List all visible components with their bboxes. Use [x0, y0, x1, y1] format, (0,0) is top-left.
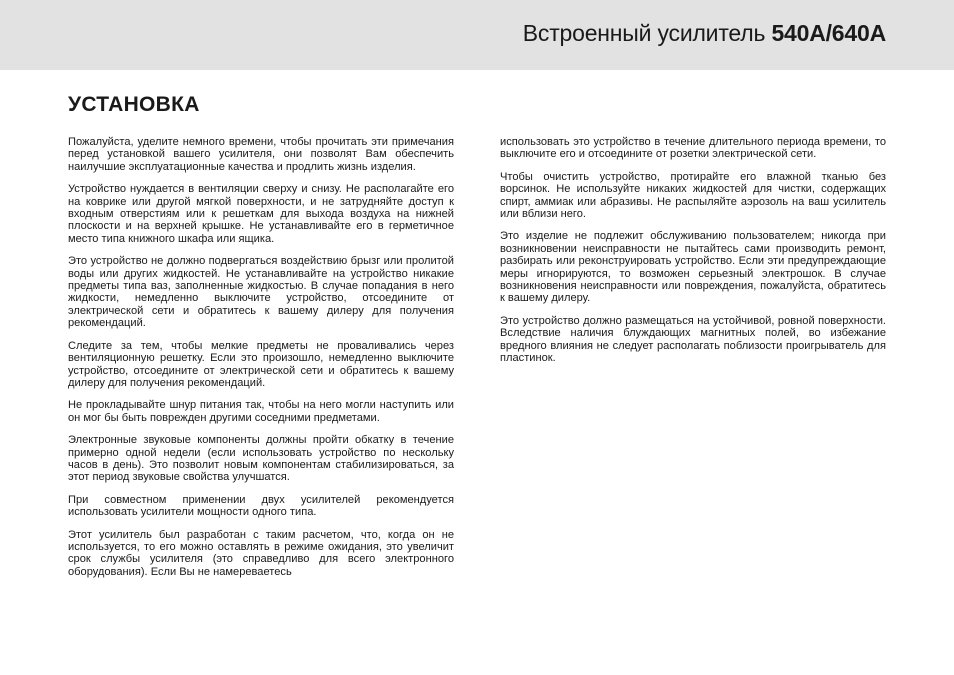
header-band [0, 0, 954, 70]
left-paragraph-1: Пожалуйста, уделите немного времени, чтобы прочитать эти примечания перед установкой вашего усилителя, они позволят Вам обеспечить наилучшие эксплуатационные качества и продлить жизнь изделия. [68, 136, 454, 173]
left-paragraph-4: Следите за тем, чтобы мелкие предметы не проваливались через вентиляционную решетку. Если это произошло, немедленно выключите устройство, отсоедините от электрической сети и обратитесь к вашему дилеру для получения рекомендаций. [68, 339, 454, 389]
section-title: УСТАНОВКА [68, 93, 200, 116]
right-paragraph-2: Чтобы очистить устройство, протирайте его влажной тканью без ворсинок. Не используйте никаких жидкостей для чистки, содержащих спирт, аммиак или абразивы. Не распыляйте аэрозоль на ваш усилитель или вблизи него. [500, 170, 886, 221]
right-column [500, 136, 886, 375]
left-paragraph-5: Не прокладывайте шнур питания так, чтобы на него могли наступить или он мог бы быть поврежден другими соседними предметами. [68, 399, 454, 424]
page-title [523, 20, 886, 47]
left-paragraph-8: Этот усилитель был разработан с таким расчетом, что, когда он не используется, то его можно оставлять в режиме ожидания, это увеличит срок службы усилителя (это справедливо для всего электронного оборудования). Если Вы не намереваетесь [68, 528, 454, 578]
left-paragraph-2: Устройство нуждается в вентиляции сверху и снизу. Не располагайте его на коврике или другой мягкой поверхности, и не затрудняйте доступ к входным отверстиям или к решеткам для выхода воздуха на нижней плоскости и на верхней крышке. Не устанавливайте его в герметичное место типа книжного шкафа или ящика. [68, 183, 454, 245]
left-column [68, 136, 454, 578]
right-paragraph-4: Это устройство должно размещаться на устойчивой, ровной поверхности. Вследствие наличия блуждающих магнитных полей, во избежание вредного влияния не следует располагать поблизости проигрыватель для пластинок. [500, 314, 886, 365]
left-paragraph-3: Это устройство не должно подвергаться воздействию брызг или пролитой воды или других жидкостей. Не устанавливайте на устройство никакие предметы типа ваз, заполненные жидкостью. В случае попадания в него жидкости, немедленно выключите устройство, отсоедините от электрической сети и обратитесь к вашему дилеру для получения рекомендаций. [68, 255, 454, 330]
left-paragraph-7: При совместном применении двух усилителей рекомендуется использовать усилители мощности одного типа. [68, 493, 454, 519]
right-paragraph-1: использовать это устройство в течение длительного периода времени, то выключите его и отсоедините от розетки электрической сети. [500, 136, 886, 161]
page-title-model: 540A/640A [771, 20, 886, 46]
right-paragraph-3: Это изделие не подлежит обслуживанию пользователем; никогда при возникновении неисправности не пытайтесь сами производить ремонт, разбирать или реконструировать устройство. Если эти предупреждающие меры игнорируются, то возможен серьезный электрошок. В случае возникновения неисправности или повреждения, пожалуйста, обратитесь к вашему дилеру. [500, 230, 886, 305]
left-paragraph-6: Электронные звуковые компоненты должны пройти обкатку в течение примерно одной недели (если использовать устройство по нескольку часов в день). Это позволит новым компонентам стабилизироваться, за этот период звуковые свойства улучшатся. [68, 434, 454, 484]
page-title-prefix: Встроенный усилитель [522, 20, 772, 46]
